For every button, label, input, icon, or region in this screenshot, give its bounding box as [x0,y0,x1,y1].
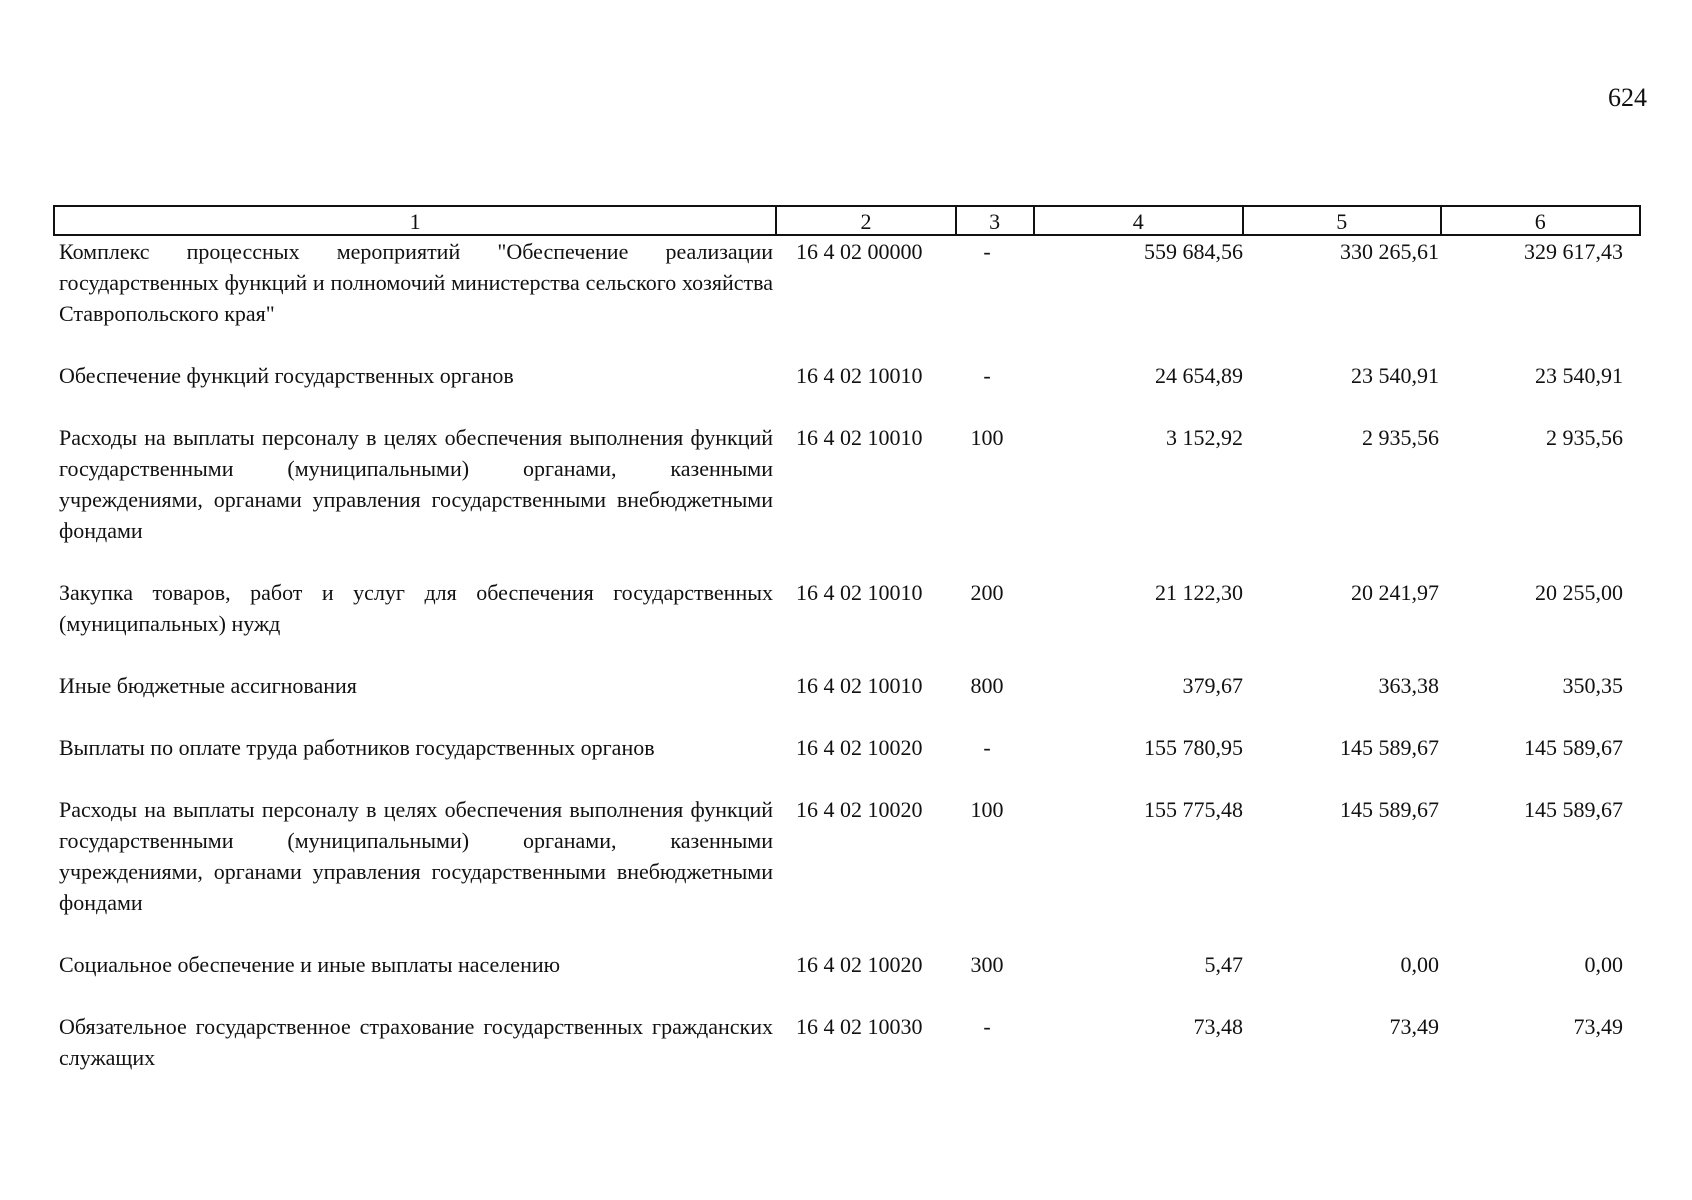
column-header-6: 6 [1534,209,1546,234]
column-header-4: 4 [1035,207,1244,234]
table-row [53,236,1641,329]
row-amount-col4: 3 152,92 [1166,425,1243,450]
row-amount-col5: 23 540,91 [1351,363,1439,388]
row-description: Иные бюджетные ассигнования [59,673,357,698]
table-row [53,794,1641,918]
row-amount-col4: 155 780,95 [1144,735,1243,760]
row-amount-col4: 5,47 [1204,952,1243,977]
row-amount-col6: 73,49 [1573,1014,1623,1039]
row-amount-col5: 2 935,56 [1362,425,1439,450]
row-amount-col5: 20 241,97 [1351,580,1439,605]
row-expense-type: - [983,735,991,760]
row-target-code: 16 4 02 00000 [796,239,923,264]
row-target-code: 16 4 02 10020 [796,952,923,977]
table-row [53,670,1641,701]
row-target-code: 16 4 02 10020 [796,735,923,760]
row-amount-col6: 0,00 [1584,952,1623,977]
row-amount-col4: 155 775,48 [1144,797,1243,822]
row-expense-type: 300 [970,952,1004,977]
table-row [53,360,1641,391]
table-body [53,236,1641,1073]
row-description: Выплаты по оплате труда работников государственных органов [59,735,655,760]
row-description: Закупка товаров, работ и услуг для обеспечения государственных (муниципальных) нужд [59,580,773,636]
table-header-row [53,205,1641,236]
row-amount-col4: 559 684,56 [1144,239,1243,264]
column-header-2: 2 [777,207,957,234]
row-expense-type: - [983,239,991,264]
row-description: Комплекс процессных мероприятий "Обеспечение реализации государственных функций и полномочий министерства сельского хозяйства Ставропольского края" [59,239,773,326]
row-expense-type: - [983,363,991,388]
row-target-code: 16 4 02 10020 [796,797,923,822]
row-amount-col5: 145 589,67 [1340,797,1439,822]
row-expense-type: 100 [970,425,1004,450]
page-number: 624 [1608,83,1647,112]
row-target-code: 16 4 02 10030 [796,1014,923,1039]
row-amount-col6: 145 589,67 [1524,797,1623,822]
table-row [53,949,1641,980]
table-row [53,1011,1641,1073]
row-amount-col5: 0,00 [1400,952,1439,977]
row-amount-col6: 350,35 [1562,673,1623,698]
row-amount-col6: 23 540,91 [1535,363,1623,388]
column-header-1: 1 [55,207,777,234]
row-amount-col6: 20 255,00 [1535,580,1623,605]
row-amount-col5: 330 265,61 [1340,239,1439,264]
row-target-code: 16 4 02 10010 [796,673,923,698]
row-expense-type: 200 [970,580,1004,605]
row-amount-col6: 329 617,43 [1524,239,1623,264]
table-row [53,577,1641,639]
row-description: Расходы на выплаты персоналу в целях обеспечения выполнения функций государственными (муниципальными) органами, казенными учреждениями, органами управления государственными внебюджетными фондами [59,425,773,543]
row-description: Обязательное государственное страхование государственных гражданских служащих [59,1014,773,1070]
row-amount-col5: 145 589,67 [1340,735,1439,760]
row-target-code: 16 4 02 10010 [796,580,923,605]
row-target-code: 16 4 02 10010 [796,363,923,388]
row-amount-col5: 363,38 [1378,673,1439,698]
row-description: Социальное обеспечение и иные выплаты населению [59,952,561,977]
row-amount-col6: 2 935,56 [1546,425,1623,450]
row-target-code: 16 4 02 10010 [796,425,923,450]
row-amount-col5: 73,49 [1389,1014,1439,1039]
table-row [53,422,1641,546]
column-header-5: 5 [1244,207,1442,234]
row-expense-type: - [983,1014,991,1039]
row-amount-col4: 73,48 [1193,1014,1243,1039]
row-expense-type: 800 [970,673,1004,698]
row-expense-type: 100 [970,797,1004,822]
row-description: Обеспечение функций государственных органов [59,363,514,388]
row-amount-col4: 24 654,89 [1155,363,1243,388]
row-amount-col4: 379,67 [1182,673,1243,698]
row-amount-col6: 145 589,67 [1524,735,1623,760]
table-row [53,732,1641,763]
column-header-3: 3 [957,207,1035,234]
budget-table [53,205,1641,1104]
row-amount-col4: 21 122,30 [1155,580,1243,605]
row-description: Расходы на выплаты персоналу в целях обеспечения выполнения функций государственными (муниципальными) органами, казенными учреждениями, органами управления государственными внебюджетными фондами [59,797,773,915]
